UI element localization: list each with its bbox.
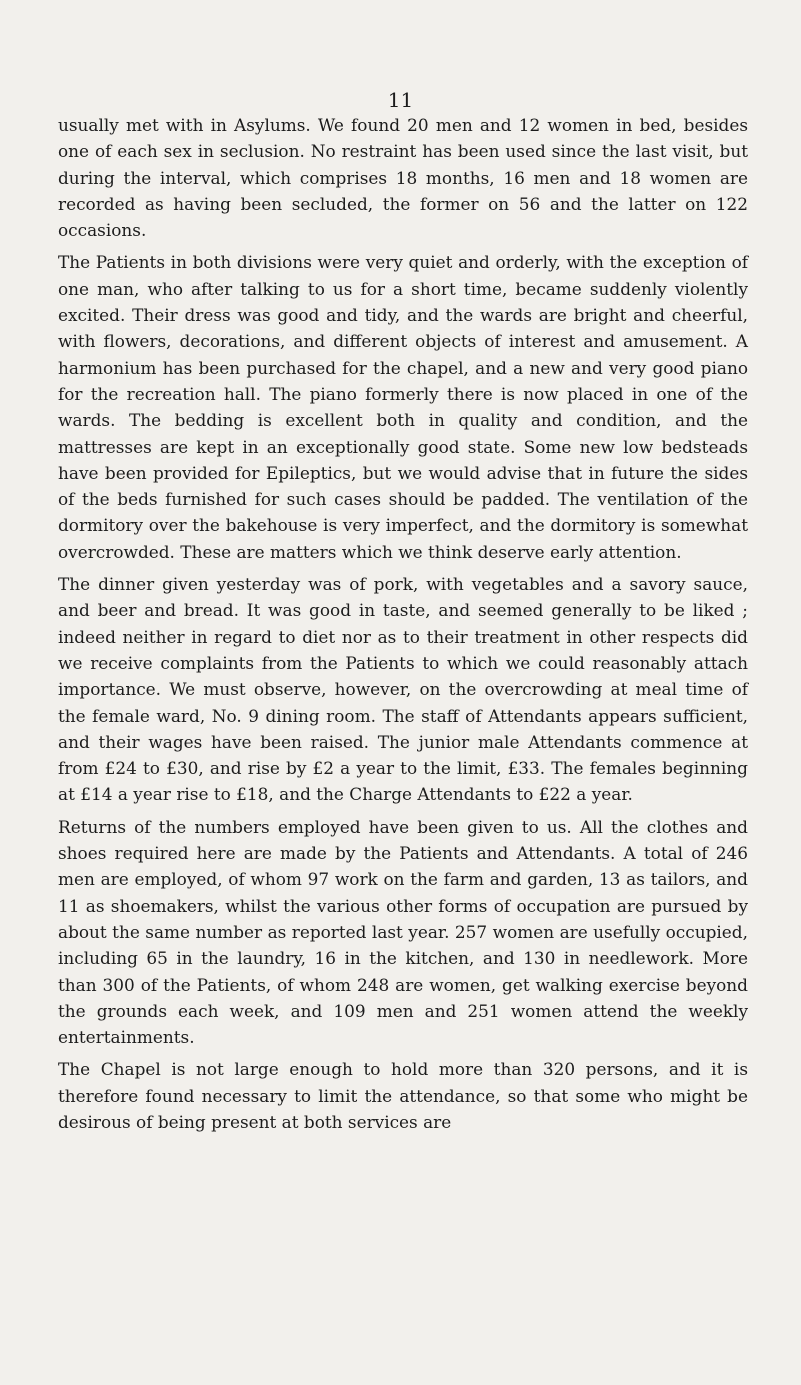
paragraph-seclusion: usually met with in Asylums. We found 20 men and 12 women in bed, besides one of each sex in seclusion. No restraint has been used since the last visit, but during the interval, which comprises 18 months, 16 men and 18 women are recorded as having been secluded, the former on 56 and the latter on 122 occasions.	[58, 115, 748, 241]
paragraph-chapel: The Chapel is not large enough to hold more than 320 persons, and it is therefore found necessary to limit the attendance, so that some who might be desirous of being present at both services are	[58, 1059, 748, 1132]
body-text	[58, 112, 748, 1135]
paragraph-employment: Returns of the numbers employed have been given to us. All the clothes and shoes required here are made by the Patients and Attendants. A total of 246 men are employed, of whom 97 work on the farm and garden, 13 as tailors, and 11 as shoemakers, whilst the various other forms of occupation are pursued by about the same number as reported last year. 257 women are usefully occupied, including 65 in the laundry, 16 in the kitchen, and 130 in needlework. More than 300 of the Patients, of whom 248 are women, get walking exercise beyond the grounds each week, and 109 men and 251 women attend the weekly entertainments.	[58, 816, 748, 1048]
paragraph-patients-wards: The Patients in both divisions were very quiet and orderly, with the exception of one man, who after talking to us for a short time, became suddenly violently excited. Their dress was good and tidy, and the wards are bright and cheerful, with flowers, decorations, and different objects of interest and amusement. A harmonium has been purchased for the chapel, and a new and very good piano for the recreation hall. The piano formerly there is now placed in one of the wards. The bedding is excellent both in quality and condition, and the mattresses are kept in an exceptionally good state. Some new low bedsteads have been provided for Epileptics, but we would advise that in future the sides of the beds furnished for such cases should be padded. The ventilation of the dormitory over the bakehouse is very imperfect, and the dormitory is somewhat overcrowded. These are matters which we think deserve early attention.	[58, 252, 748, 562]
paragraph-dinner-attendants: The dinner given yesterday was of pork, with vegetables and a savory sauce, and beer and bread. It was good in taste, and seemed generally to be liked ; indeed neither in regard to diet nor as to their treatment in other respects did we receive complaints from the Patients to which we could reasonably attach importance. We must observe, however, on the overcrowding at meal time of the female ward, No. 9 dining room. The staff of Attendants appears sufficient, and their wages have been raised. The junior male Attendants commence at from £24 to £30, and rise by £2 a year to the limit, £33. The females beginning at £14 a year rise to £18, and the Charge Attendants to £22 a year.	[58, 574, 748, 805]
page-number: 11	[387, 88, 414, 112]
